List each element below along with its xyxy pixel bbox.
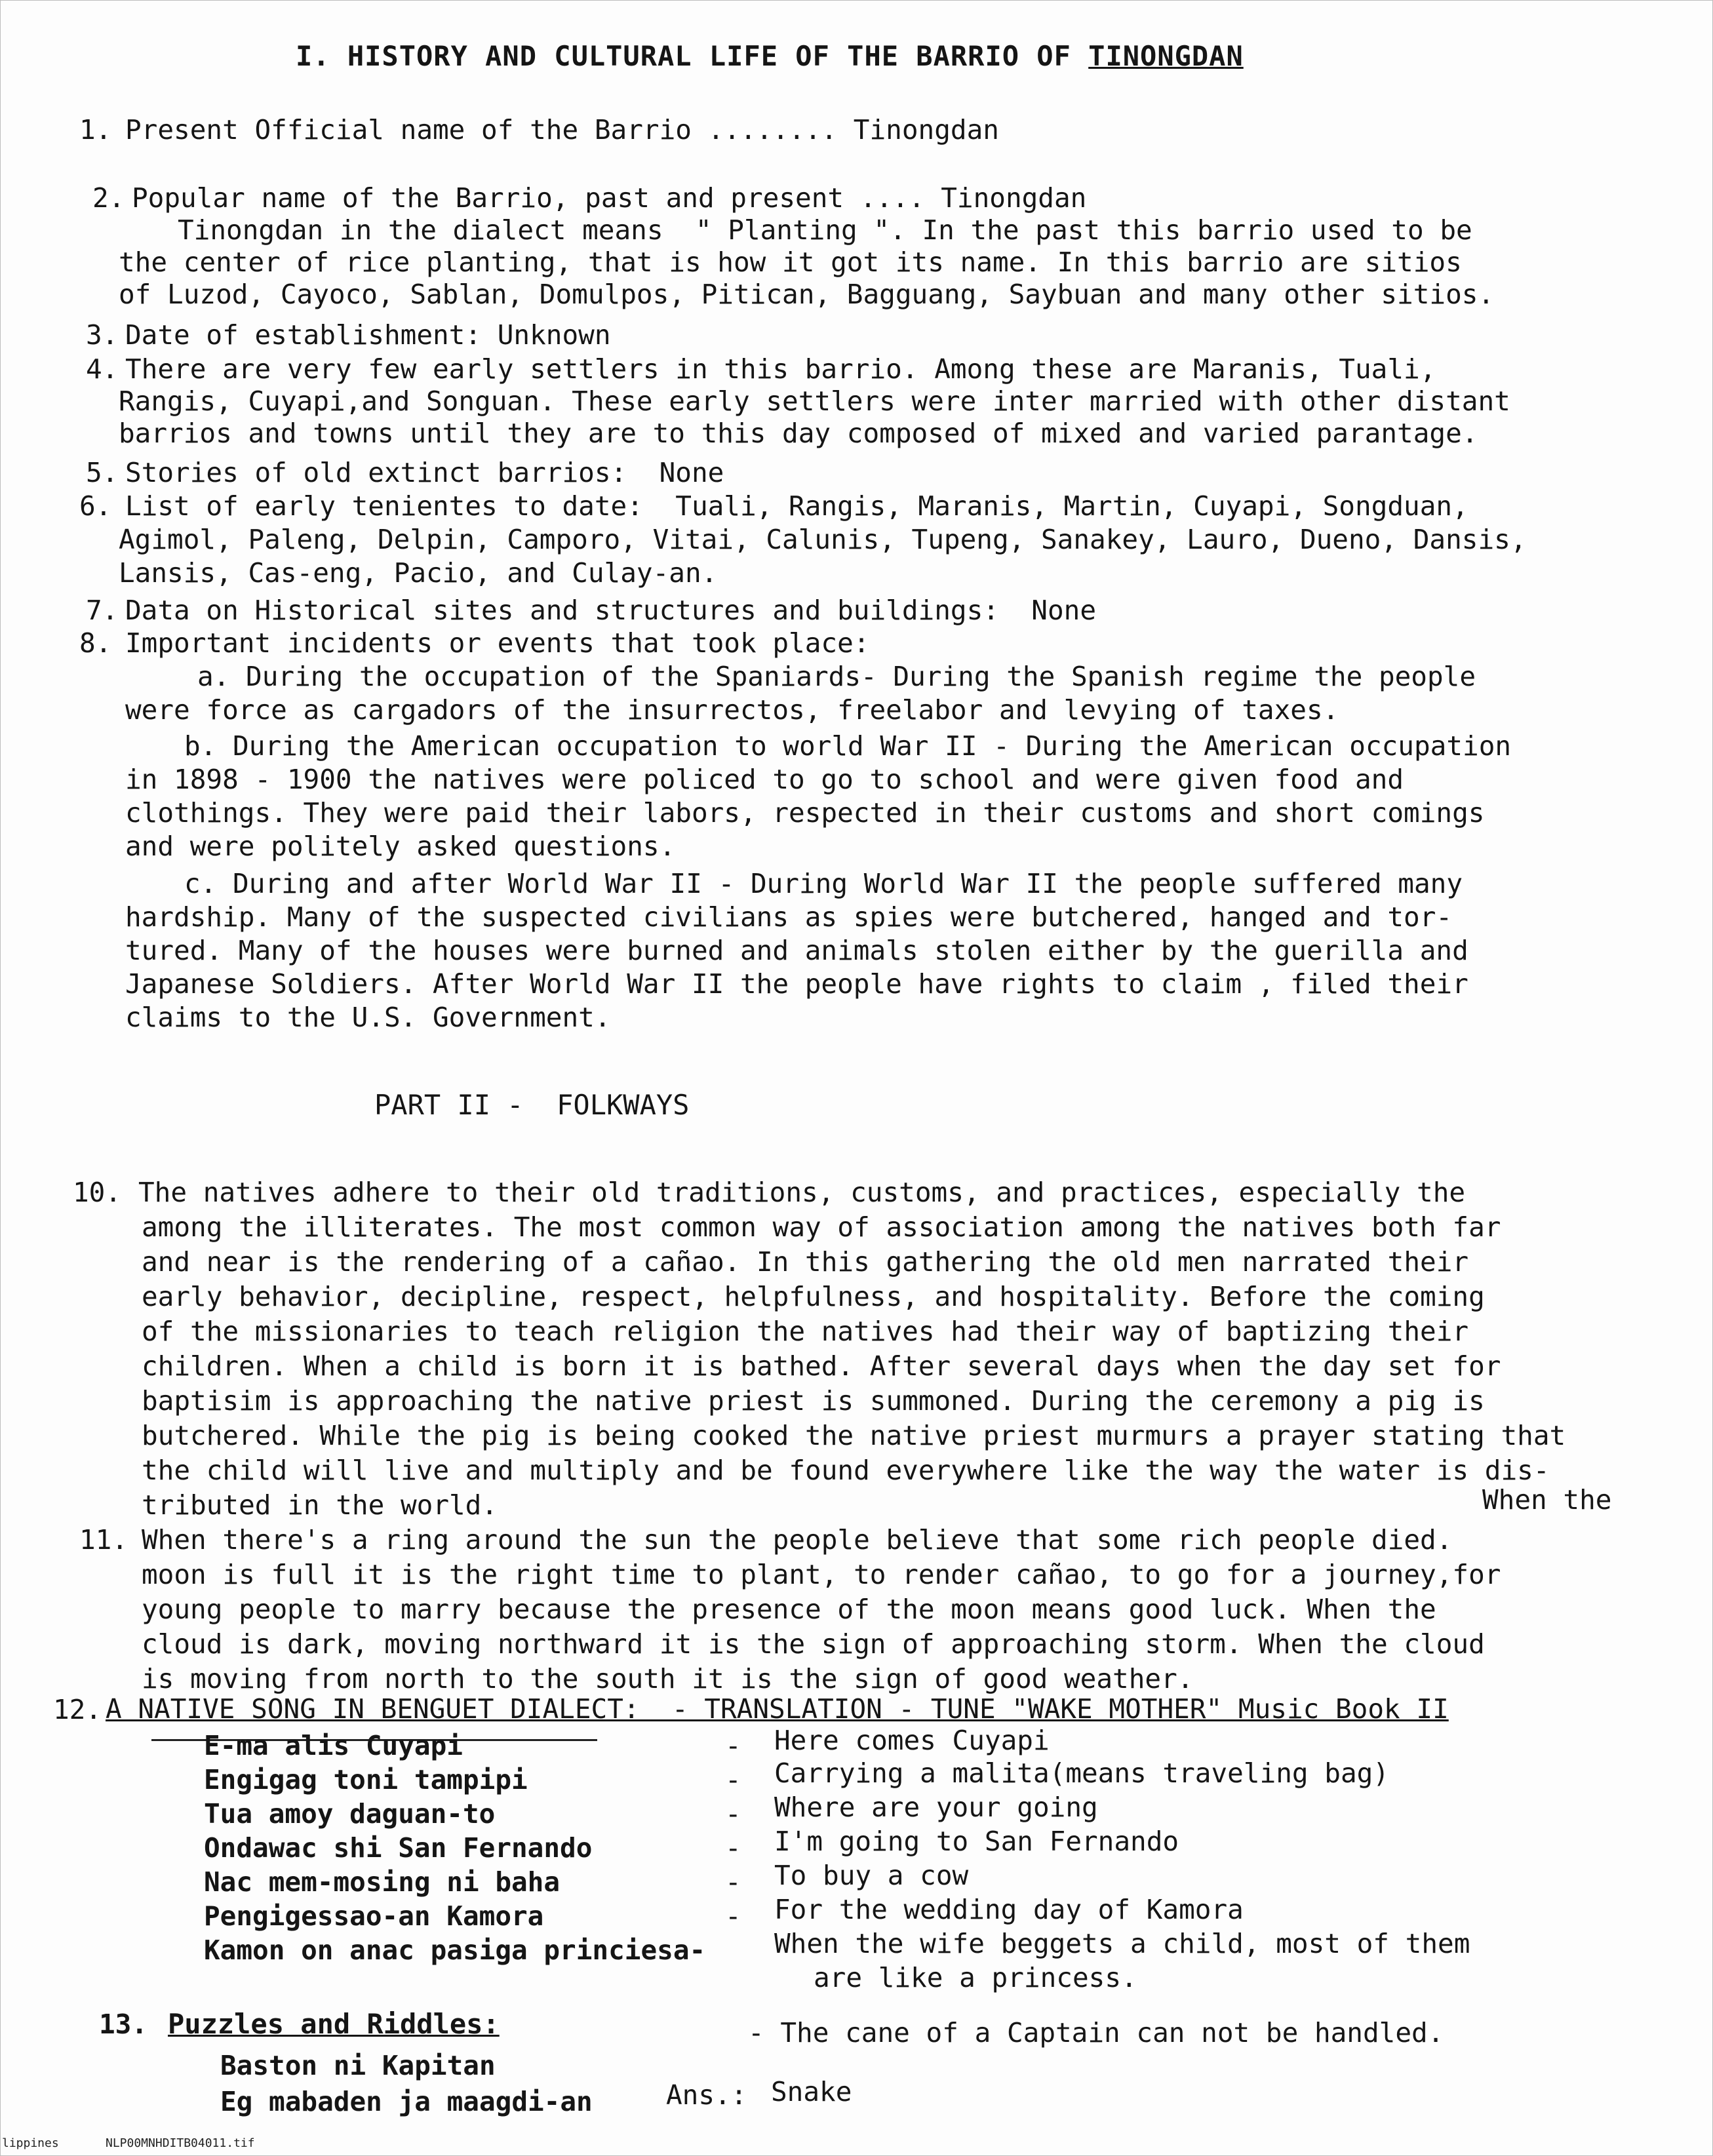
song-native-line: Nac mem-mosing ni baha	[204, 1866, 561, 1898]
text-line: and near is the rendering of a cañao. In this gathering the old men narrated their	[142, 1246, 1469, 1278]
puzzles-heading: Puzzles and Riddles:	[168, 2008, 500, 2040]
text-line: were force as cargadors of the insurrectos, freelabor and levying of taxes.	[125, 694, 1339, 726]
text-line: Lansis, Cas-eng, Pacio, and Culay-an.	[119, 557, 718, 589]
song-translation-continuation: are like a princess.	[814, 1962, 1137, 1993]
title-barrio: TINONGDAN	[1088, 40, 1244, 72]
settlers-line: There are very few early settlers in this barrio. Among these are Maranis, Tuali,	[125, 353, 1436, 385]
item-number: 12.	[53, 1694, 102, 1725]
text-line: clothings. They were paid their labors, respected in their customs and short comings	[125, 797, 1485, 829]
song-dash: -	[725, 1798, 741, 1830]
song-translation-line: When the wife beggets a child, most of them	[774, 1928, 1470, 1959]
riddle-line: Baston ni Kapitan	[220, 2050, 496, 2081]
text-line: tributed in the world.	[142, 1489, 498, 1521]
incidents-line: Important incidents or events that took place:	[125, 627, 870, 659]
item-number: 3.	[86, 319, 119, 351]
text-line: in 1898 - 1900 the natives were policed to go to school and were given food and	[125, 764, 1404, 795]
song-translation-line: I'm going to San Fernando	[774, 1826, 1179, 1857]
item-number: 4.	[86, 353, 119, 385]
beliefs-line: When there's a ring around the sun the people believe that some rich people died.	[142, 1524, 1453, 1556]
incident-b-line: b. During the American occupation to world War II - During the American occupation	[184, 730, 1512, 762]
text-line: hardship. Many of the suspected civilians as spies were butchered, hanged and tor-	[125, 901, 1453, 933]
extinct-barrios-line: Stories of old extinct barrios: None	[125, 457, 724, 488]
song-native-line: Pengigessao-an Kamora	[204, 1900, 544, 1932]
song-translation-line: Here comes Cuyapi	[774, 1725, 1050, 1756]
song-dash: -	[725, 1764, 741, 1795]
text-line: among the illiterates. The most common way of association among the natives both far	[142, 1211, 1501, 1243]
item-number: 8.	[79, 627, 112, 659]
item-number: 2.	[92, 182, 125, 214]
item-number: 10.	[73, 1177, 122, 1208]
song-native-line: Engigag toni tampipi	[204, 1764, 528, 1795]
song-translation-line: Carrying a malita(means traveling bag)	[774, 1757, 1389, 1789]
song-native-line: E-ma alis Cuyapi	[204, 1730, 463, 1761]
text-line: is moving from north to the south it is the sign of good weather.	[142, 1663, 1194, 1695]
page-title	[296, 40, 1244, 72]
text-line: moon is full it is the right time to plant, to render cañao, to go for a journey,for	[142, 1559, 1501, 1590]
text-line: When the	[1482, 1484, 1612, 1516]
text-line: cloud is dark, moving northward it is the sign of approaching storm. When the cloud	[142, 1628, 1485, 1660]
folkways-line: The natives adhere to their old traditions, customs, and practices, especially the	[138, 1177, 1466, 1208]
text-line: early behavior, decipline, respect, helpfulness, and hospitality. Before the coming	[142, 1281, 1485, 1312]
official-name-line: Present Official name of the Barrio ........ Tinongdan	[125, 114, 999, 146]
song-dash: -	[725, 1866, 741, 1898]
text-line: barrios and towns until they are to this day composed of mixed and varied parantage.	[119, 418, 1478, 449]
song-dash: -	[725, 1900, 741, 1932]
establishment-line: Date of establishment: Unknown	[125, 319, 611, 351]
song-dash: -	[725, 1832, 741, 1864]
item-number: 11.	[79, 1524, 128, 1556]
item-number: 5.	[86, 457, 119, 488]
historical-sites-line: Data on Historical sites and structures and buildings: None	[125, 595, 1097, 626]
riddle-line: Eg mabaden ja maagdi-an	[220, 2086, 593, 2117]
text-line: young people to marry because the presence of the moon means good luck. When the	[142, 1594, 1436, 1625]
text-line: the child will live and multiply and be found everywhere like the way the water is dis-	[142, 1455, 1550, 1486]
text-line: of the missionaries to teach religion the natives had their way of baptizing their	[142, 1316, 1469, 1347]
incident-c-line: c. During and after World War II - During World War II the people suffered many	[184, 868, 1463, 899]
text-line: Agimol, Paleng, Delpin, Camporo, Vitai, Calunis, Tupeng, Sanakey, Lauro, Dueno, Dansis,	[119, 524, 1527, 555]
item-number: 6.	[79, 490, 112, 522]
item-number: 1.	[79, 114, 112, 146]
answer-label: Ans.:	[666, 2079, 747, 2111]
text-line: claims to the U.S. Government.	[125, 1002, 611, 1033]
item-number: 7.	[86, 595, 119, 626]
song-heading: A NATIVE SONG IN BENGUET DIALECT: - TRANSLATION - TUNE "WAKE MOTHER" Music Book II	[106, 1693, 1449, 1725]
riddle-meaning: - The cane of a Captain can not be handled.	[748, 2017, 1444, 2048]
text-line: butchered. While the pig is being cooked the native priest murmurs a prayer stating that	[142, 1420, 1566, 1451]
text-line: tured. Many of the houses were burned and animals stolen either by the guerilla and	[125, 935, 1468, 966]
footer-filename: NLP00MNHDITB04011.tif	[106, 2136, 255, 2150]
text-line: Tinongdan in the dialect means " Planting ". In the past this barrio used to be	[178, 214, 1472, 246]
tenientes-line: List of early tenientes to date: Tuali, Rangis, Maranis, Martin, Cuyapi, Songduan,	[125, 490, 1468, 522]
song-native-line: Kamon on anac pasiga princiesa-	[204, 1934, 706, 1966]
part-two-heading: PART II - FOLKWAYS	[374, 1089, 690, 1121]
text-line: baptisim is approaching the native priest is summoned. During the ceremony a pig is	[142, 1385, 1485, 1417]
text-line: Rangis, Cuyapi,and Songuan. These early settlers were inter married with other distant	[119, 385, 1510, 417]
text-line: and were politely asked questions.	[125, 831, 676, 862]
song-translation-line: Where are your going	[774, 1792, 1098, 1823]
title-prefix: I. HISTORY AND CULTURAL LIFE OF THE BARRIO OF	[296, 40, 1089, 72]
text-line: children. When a child is born it is bathed. After several days when the day set for	[142, 1350, 1501, 1382]
popular-name-line: Popular name of the Barrio, past and present .... Tinongdan	[132, 182, 1087, 214]
text-line: of Luzod, Cayoco, Sablan, Domulpos, Pitican, Bagguang, Saybuan and many other sitios.	[119, 279, 1495, 310]
song-translation-line: To buy a cow	[774, 1860, 969, 1891]
incident-a-line: a. During the occupation of the Spaniards- During the Spanish regime the people	[197, 661, 1476, 692]
text-line: Japanese Soldiers. After World War II the people have rights to claim , filed their	[125, 968, 1468, 1000]
answer-text: Snake	[771, 2076, 852, 2107]
song-native-line: Tua amoy daguan-to	[204, 1798, 496, 1830]
song-translation-line: For the wedding day of Kamora	[774, 1894, 1244, 1925]
song-dash: -	[725, 1730, 741, 1761]
song-native-line: Ondawac shi San Fernando	[204, 1832, 593, 1864]
item-number: 13.	[99, 2009, 148, 2040]
text-line: the center of rice planting, that is how it got its name. In this barrio are sitios	[119, 246, 1462, 278]
footer-left: lippines	[2, 2136, 59, 2150]
